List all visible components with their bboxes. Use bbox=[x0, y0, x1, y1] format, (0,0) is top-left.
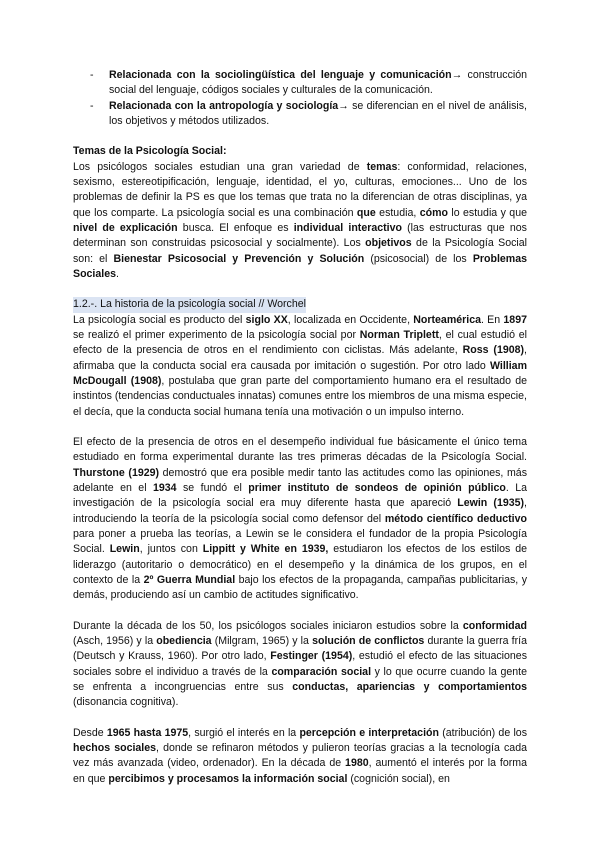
bold-text-run: solución de conflictos bbox=[312, 634, 425, 647]
bold-text-run: Lewin bbox=[109, 543, 140, 556]
bullet-dash: - bbox=[90, 99, 94, 112]
bold-text-run: Bienestar Psicosocial y Prevención y Solución bbox=[113, 252, 365, 265]
bold-text-run: comparación social bbox=[271, 665, 372, 678]
bold-text-run: individual interactivo bbox=[293, 221, 402, 234]
text-run: de la Psicología Social son: el bbox=[73, 237, 527, 265]
bold-text-run: Norteamérica bbox=[413, 313, 481, 326]
bold-text-run: Lewin (1935) bbox=[457, 497, 525, 510]
historia-paragraph-2 bbox=[73, 435, 527, 603]
bold-text-run: 1980 bbox=[345, 757, 369, 770]
historia-paragraph-1 bbox=[73, 313, 527, 420]
text-run: , juntos con bbox=[139, 543, 203, 556]
historia-heading-line bbox=[73, 297, 527, 312]
bold-text-run: Relacionada con la antropología y sociología bbox=[109, 99, 339, 112]
text-run: . bbox=[116, 267, 119, 280]
text-run: se realizó el primer experimento de la psicología social por bbox=[73, 329, 360, 342]
text-run: → construcción social del lenguaje, códigos sociales y culturales de la comunicación. bbox=[109, 69, 528, 97]
text-run: → se diferencian en el nivel de análisis, los objetivos y métodos utilizados. bbox=[109, 99, 527, 127]
text-run: bajo los efectos de la propaganda, campañas publicitarias, y demás, produciendo así un cambio de actitudes significativo. bbox=[73, 573, 528, 602]
text-run: . En bbox=[480, 313, 504, 326]
temas-paragraph bbox=[73, 160, 527, 282]
bold-text-run: siglo XX bbox=[245, 313, 288, 326]
text-run: , postulaba que gran parte del comportamiento humano era el resultado de instintos (tendencias conductuales innatas) comunes entre los miembros de una misma especie, el decía, que la conducta social humana tenía una motivación o un impulso interno. bbox=[73, 374, 527, 418]
bold-text-run: primer instituto de sondeos de opinión público bbox=[248, 482, 506, 495]
bullet-dash: - bbox=[90, 69, 94, 81]
historia-paragraph-3 bbox=[73, 619, 527, 711]
bold-text-run: 2º Guerra Mundial bbox=[143, 573, 236, 586]
bold-text-run: Relacionada con la sociolingüística del lenguaje y comunicación bbox=[109, 69, 452, 81]
list-item bbox=[73, 68, 527, 99]
text-run: para poner a prueba las teorías, a Lewin se le considera el fundador de la propia Psicología Social. bbox=[73, 527, 527, 556]
text-run: , el cual estudió el efecto de la presencia de otros en el rendimiento con ciclistas. Más adelante, bbox=[73, 329, 527, 357]
bold-text-run: nivel de explicación bbox=[73, 221, 178, 234]
text-run: durante la guerra fría (Deutsch y Krauss, 1960). Por otro lado, bbox=[73, 634, 527, 663]
bold-text-run: cómo bbox=[419, 206, 448, 219]
bold-text-run: Problemas Sociales bbox=[73, 252, 528, 280]
bold-text-run: obediencia bbox=[156, 634, 212, 647]
bold-text-run: William McDougall (1908) bbox=[73, 359, 527, 387]
text-run: , introduciendo la teoría de la psicología social como defensor del bbox=[73, 497, 527, 525]
bold-text-run: hechos sociales bbox=[73, 742, 157, 755]
bold-text-run: Festinger (1954) bbox=[270, 650, 353, 663]
bold-text-run: percepción e interpretación bbox=[299, 726, 439, 739]
intro-bullet-list bbox=[73, 68, 527, 129]
text-run: Durante la década de los 50, los psicólogos sociales iniciaron estudios sobre la bbox=[73, 619, 463, 632]
bold-text-run: objetivos bbox=[365, 237, 412, 250]
text-run: (Asch, 1956) y la bbox=[73, 634, 157, 647]
bold-text-run: que bbox=[356, 206, 376, 219]
bold-text-run: 1965 hasta 1975 bbox=[106, 726, 189, 739]
list-item-text bbox=[109, 69, 527, 96]
text-run: lo estudia y que bbox=[447, 206, 527, 219]
bold-text-run: Thurstone (1929) bbox=[73, 466, 160, 479]
text-run: y lo que ocurre cuando la gente se enfrenta a incongruencias entre sus bbox=[73, 665, 527, 693]
bold-text-run: 1934 bbox=[153, 482, 177, 495]
text-run: La psicología social es producto del bbox=[73, 313, 246, 326]
historia-paragraph-4 bbox=[73, 726, 527, 787]
bold-text-run: temas bbox=[366, 160, 398, 173]
list-item bbox=[73, 99, 527, 130]
text-run: se fundó el bbox=[176, 482, 249, 495]
text-run: (cognición social), en bbox=[347, 772, 450, 785]
bold-text-run: conductas, apariencias y comportamientos bbox=[292, 680, 527, 693]
text-run: , aumentó el interés por la forma en que bbox=[73, 757, 527, 785]
text-run: (psicosocial) de los bbox=[364, 252, 473, 265]
text-run: , afirmaba que la conducta social era causada por imitación o sugestión. Por otro lado bbox=[73, 344, 527, 372]
bold-text-run: método científico deductivo bbox=[384, 512, 527, 525]
text-run: Desde bbox=[73, 726, 107, 739]
bold-text-run: conformidad bbox=[462, 619, 527, 632]
text-run: estudiaron los efectos de los estilos de liderazgo (autoritario o democrático) en el desempeño y la dinámica de los grupos, en el contexto de la bbox=[73, 543, 527, 586]
temas-title: Temas de la Psicología Social: bbox=[73, 145, 227, 158]
text-run: (atribución) de los bbox=[438, 726, 527, 739]
text-run: estudia, bbox=[375, 206, 420, 219]
bold-text-run: Norman Triplett bbox=[359, 329, 439, 342]
text-run: (las estructuras que nos determinan son construidas psicosocial y socialmente). Los bbox=[73, 221, 527, 250]
text-run: busca. El enfoque es bbox=[177, 221, 294, 234]
text-run: , surgió el interés en la bbox=[188, 726, 300, 739]
text-run: , localizada en Occidente, bbox=[287, 313, 414, 326]
text-run: El efecto de la presencia de otros en el desempeño individual fue básicamente el único tema estudiado en forma experimental durante las tres primeras décadas de la Psicología Social. bbox=[73, 436, 527, 464]
text-run: , estudió el efecto de las situaciones sociales sobre el individuo a través de la bbox=[73, 650, 527, 678]
text-run: Los psicólogos sociales estudian una gran variedad de bbox=[73, 160, 367, 173]
text-run: . La investigación de la psicología social era muy diferente hasta que apareció bbox=[73, 482, 528, 510]
bold-text-run: Lippitt y White en 1939, bbox=[202, 543, 329, 556]
text-run: (disonancia cognitiva). bbox=[73, 696, 179, 709]
text-run: : conformidad, relaciones, sexismo, estereotipificación, lenguaje, identidad, el yo, culturas, emociones... Uno de los problemas de definir la PS es que los temas que trata no la diferencian de otras disciplinas, ya que los comparte. La psicología social es una combinación bbox=[73, 160, 527, 219]
bold-text-run: 1897 bbox=[503, 313, 527, 326]
bold-text-run: Ross (1908) bbox=[462, 344, 525, 357]
bold-text-run: percibimos y procesamos la información social bbox=[108, 772, 348, 785]
text-run: , donde se refinaron métodos y pulieron teorías gracias a la tecnología cada vez más avanzada (video, ordenador). En la década de bbox=[73, 742, 527, 770]
text-run: demostró que era posible medir tanto las actitudes como las opiniones, más adelante en el bbox=[73, 466, 527, 495]
list-item-text bbox=[109, 100, 527, 127]
historia-heading: 1.2.-. La historia de la psicología social // Worchel bbox=[73, 297, 306, 312]
text-run: (Milgram, 1965) y la bbox=[211, 634, 313, 647]
